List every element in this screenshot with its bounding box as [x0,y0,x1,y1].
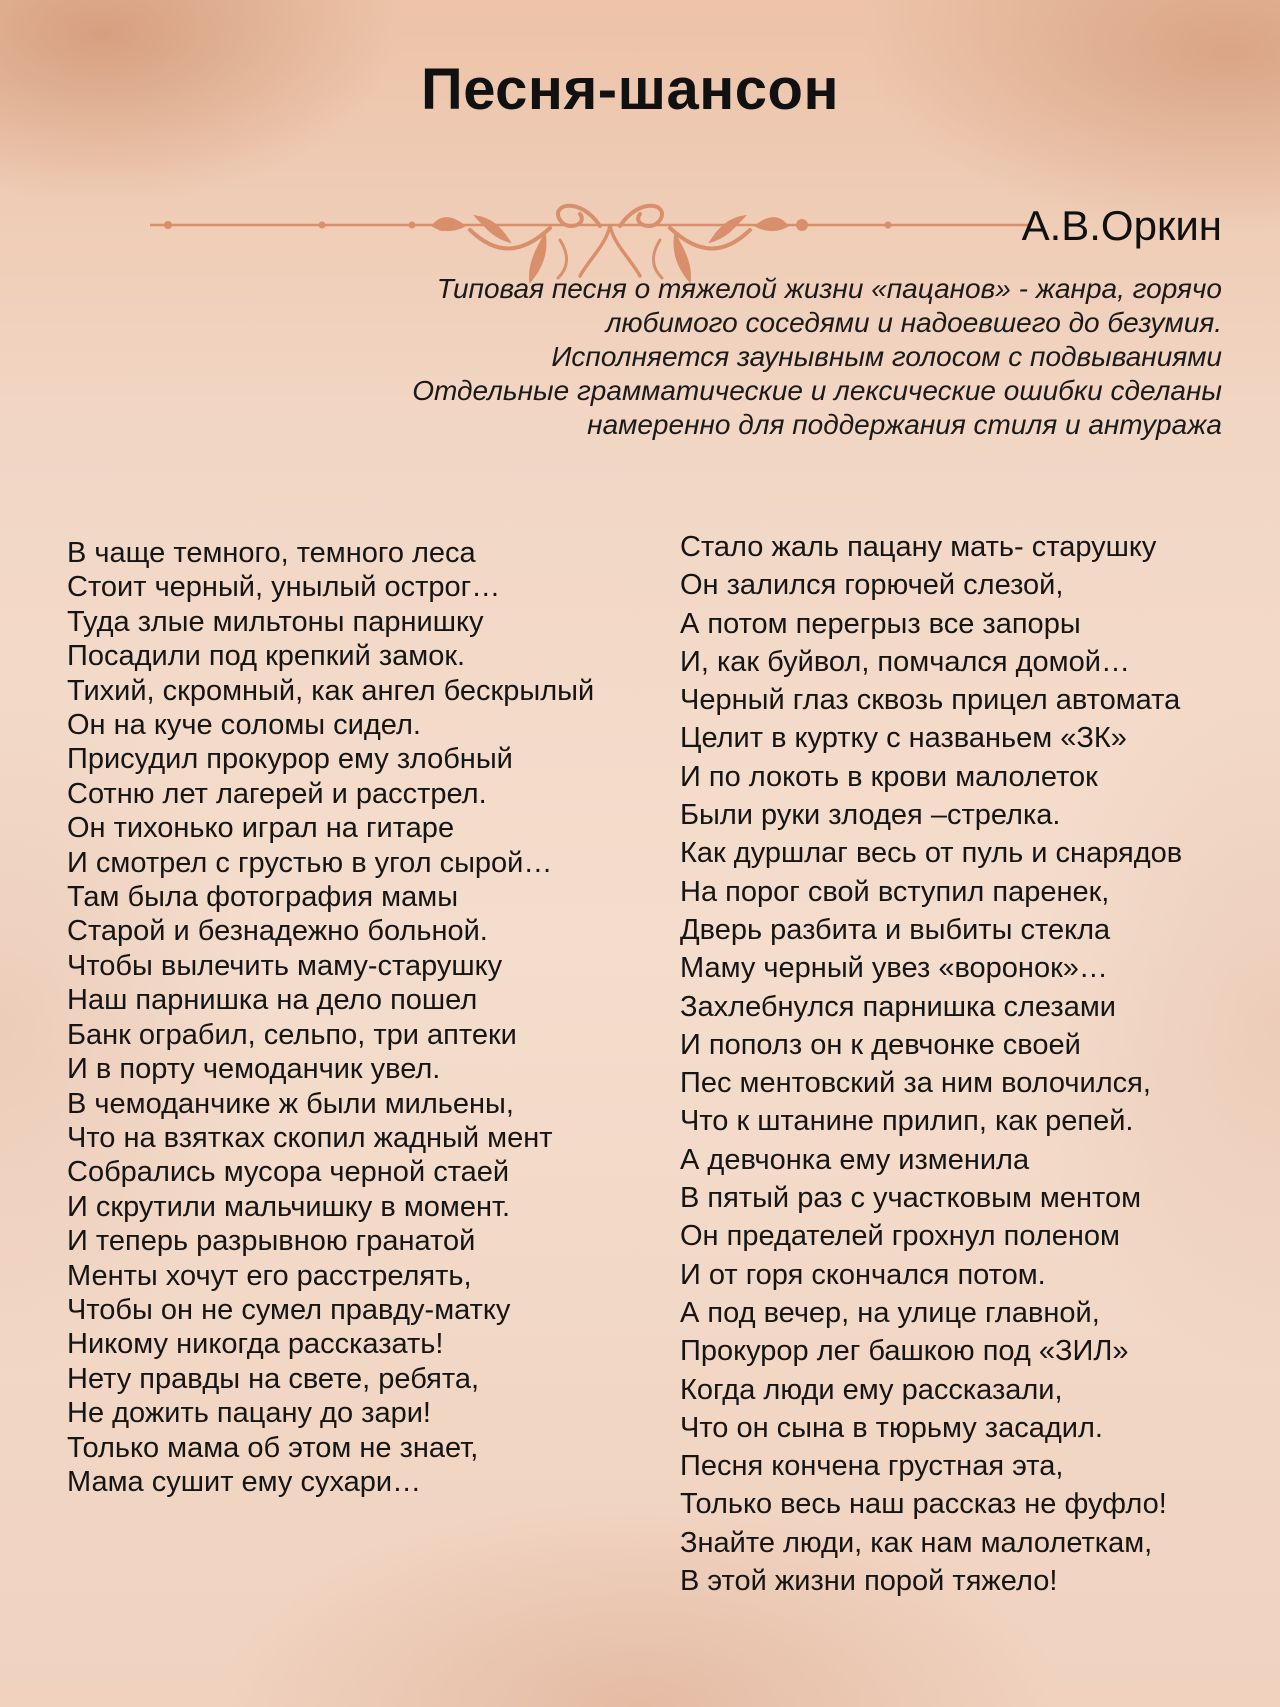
verse-line: Стало жаль пацану мать- старушку [680,531,1157,563]
intro-line: любимого соседями и надоевшего до безумия. [605,307,1222,338]
verse-line: Нету правды на свете, ребята, [67,1362,480,1395]
verse-line: Сотню лет лагерей и расстрел. [67,777,487,810]
verse-line: Захлебнулся парнишка слезами [680,990,1116,1023]
verse-right-column [680,528,1182,1600]
verse-line: Он тихонько играл на гитаре [67,812,455,845]
verse-line: И смотрел с грустью в угол сырой… [67,846,553,879]
verse-line: Присудил прокурор ему злобный [67,743,513,776]
verse-line: Что он сына в тюрьму засадил. [680,1411,1103,1444]
verse-line: А потом перегрыз все запоры [680,607,1081,640]
intro-line: Типовая песня о тяжелой жизни «пацанов» - жанра, горячо [436,273,1222,304]
verse-line: Черный глаз сквозь прицел автомата [680,684,1181,717]
verse-line: Стоит черный, унылый острог… [67,571,501,604]
verse-line: Маму черный увез «воронок»… [680,952,1108,985]
verse-line: Банк ограбил, сельпо, три аптеки [67,1018,517,1051]
verse-line: Туда злые мильтоны парнишку [67,605,484,638]
verse-line: А под вечер, на улице главной, [680,1296,1100,1329]
verse-line: Менты хочут его расстрелять, [67,1259,472,1292]
verse-line: На порог свой вступил паренек, [680,875,1110,908]
intro-line: Отдельные грамматические и лексические ошибки сделаны [412,375,1222,406]
verse-line: И в порту чемоданчик увел. [67,1053,441,1086]
verse-line: Никому никогда рассказать! [67,1328,444,1361]
intro-line: намеренно для поддержания стиля и антуража [587,409,1222,440]
verse-line: Знайте люди, как нам малолеткам, [680,1526,1153,1559]
verse-line: И теперь разрывною гранатой [67,1225,476,1258]
verse-line: Песня кончена грустная эта, [680,1450,1064,1483]
verse-line: Когда люди ему рассказали, [680,1373,1063,1406]
verse-line: Он залился горючей слезой, [680,569,1064,602]
verse-line: Старой и безнадежно больной. [67,915,488,948]
verse-line: Он на куче соломы сидел. [67,709,421,742]
verse-line: Дверь разбита и выбиты стекла [680,913,1111,946]
verse-line: В чаще темного, темного леса [67,537,476,569]
verse-line: Чтобы вылечить маму-старушку [67,949,503,982]
verse-line: И скрутили мальчишку в момент. [67,1190,511,1223]
verse-line: Что на взятках скопил жадный мент [67,1121,553,1154]
verse-line: И от горя скончался потом. [680,1258,1046,1291]
page-title: Песня-шансон [421,57,839,122]
verse-line: Были руки злодея –стрелка. [680,799,1061,832]
verse-left-column [67,536,594,1499]
verse-line: Тихий, скромный, как ангел бескрылый [67,674,595,707]
verse-line: Только мама об этом не знает, [67,1431,479,1464]
verse-line: И, как буйвол, помчался домой… [680,645,1130,678]
verse-line: Посадили под крепкий замок. [67,640,466,673]
intro-line: Исполняется заунывным голосом с подвываниями [551,341,1222,372]
verse-line: В чемоданчике ж были мильены, [67,1087,514,1120]
verse-line: В пятый раз с участковым ментом [680,1182,1142,1215]
verse-line: В этой жизни порой тяжело! [680,1565,1058,1598]
verse-line: А девчонка ему изменила [680,1143,1030,1176]
verse-line: Наш парнишка на дело пошел [67,984,478,1017]
verse-line: Что к штанине прилип, как репей. [680,1105,1134,1138]
verse-line: Собрались мусора черной стаей [67,1156,510,1189]
verse-line: Как дуршлаг весь от пуль и снарядов [680,837,1183,870]
verse-line: Пес ментовский за ним волочился, [680,1067,1151,1100]
verse-line: Целит в куртку с названьем «ЗК» [680,722,1127,755]
intro-note [242,272,1222,442]
verse-line: Он предателей грохнул поленом [680,1220,1120,1253]
verse-line: Там была фотография мамы [67,881,459,914]
verse-line: Только весь наш рассказ не фуфло! [680,1488,1167,1521]
author-name: А.В.Оркин [1021,202,1222,249]
verse-line: И по локоть в крови малолеток [680,760,1098,793]
verse-line: Прокурор лег башкою под «ЗИЛ» [680,1335,1129,1368]
verse-line: Не дожить пацану до зари! [67,1397,431,1430]
verse-line: Мама сушит ему сухари… [67,1465,422,1498]
verse-line: И пополз он к девчонке своей [680,1028,1081,1061]
verse-line: Чтобы он не сумел правду-матку [67,1293,511,1326]
